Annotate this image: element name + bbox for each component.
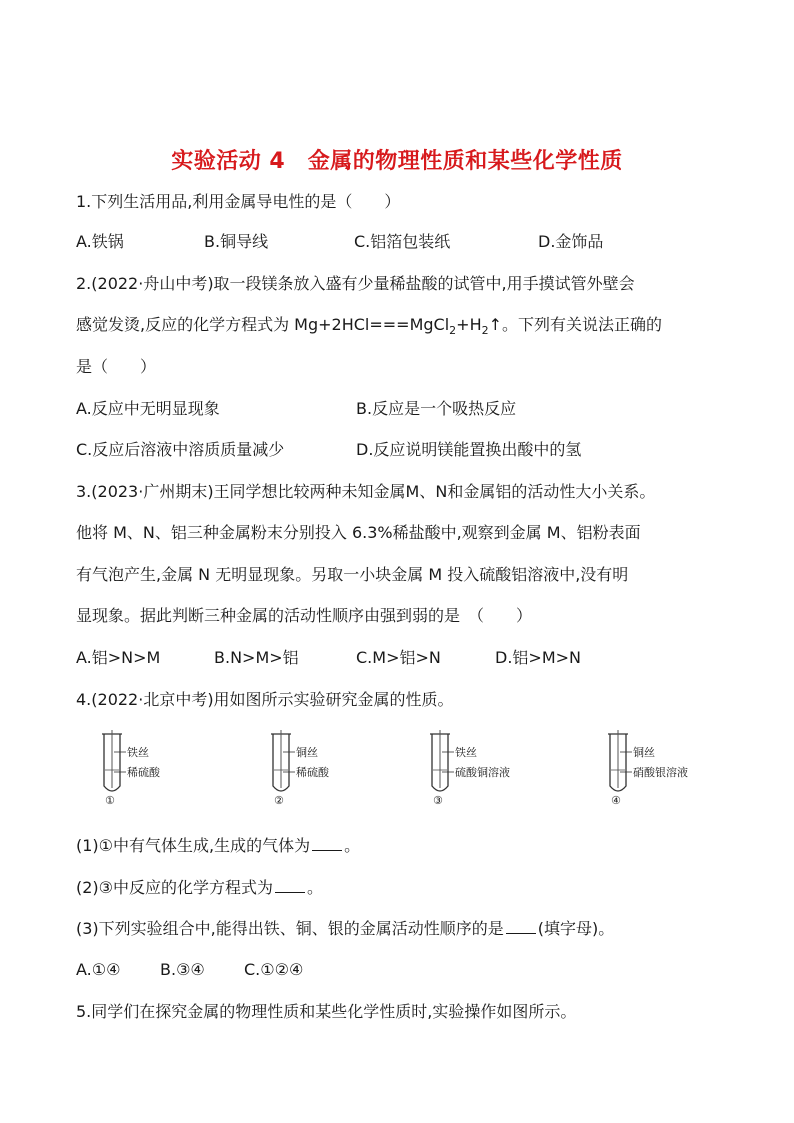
q1-option-c: C.铝箔包装纸 xyxy=(354,232,451,251)
q4-option-a: A.①④ xyxy=(76,960,121,979)
test-tube-1 xyxy=(102,730,161,807)
test-tube-figure xyxy=(90,728,730,808)
page-title: 实验活动 4 金属的物理性质和某些化学性质 xyxy=(171,149,623,174)
question-5-stem: 5.同学们在探究金属的物理性质和某些化学性质时,实验操作如图所示。 xyxy=(76,1002,577,1021)
test-tube-3 xyxy=(430,730,510,807)
question-2-line-2 xyxy=(76,313,662,343)
tube-4-liquid-label: 硝酸银溶液 xyxy=(633,766,688,779)
tube-2-number: ② xyxy=(274,794,284,807)
tube-3-metal-label: 铁丝 xyxy=(455,746,477,759)
q4-option-b: B.③④ xyxy=(160,960,205,979)
test-tube-2 xyxy=(271,730,330,807)
question-2-line-1: 2.(2022·舟山中考)取一段镁条放入盛有少量稀盐酸的试管中,用手摸试管外壁会 xyxy=(76,274,635,293)
question-3-line-4: 显现象。据此判断三种金属的活动性顺序由强到弱的是 （ ） xyxy=(76,606,533,625)
q4-part-2-text: (2)③中反应的化学方程式为 xyxy=(76,878,274,897)
q4-part-3-text: (3)下列实验组合中,能得出铁、铜、银的金属活动性顺序的是 xyxy=(76,919,504,938)
tube-1-number: ① xyxy=(105,794,115,807)
tube-3-liquid-label: 硫酸铜溶液 xyxy=(455,766,510,779)
q4-part-2-end: 。 xyxy=(307,878,324,897)
question-3-line-1: 3.(2023·广州期末)王同学想比较两种未知金属M、N和金属铝的活动性大小关系。 xyxy=(76,482,656,501)
answer-blank[interactable] xyxy=(312,836,342,851)
q2-option-c: C.反应后溶液中溶质质量减少 xyxy=(76,440,285,459)
q2-option-b: B.反应是一个吸热反应 xyxy=(356,399,517,418)
q2-subscript: 2 xyxy=(449,324,457,338)
q3-option-b: B.N>M>铝 xyxy=(214,648,299,667)
tube-3-number: ③ xyxy=(433,794,443,807)
question-3-line-3: 有气泡产生,金属 N 无明显现象。另取一小块金属 M 投入硫酸铝溶液中,没有明 xyxy=(76,565,629,584)
q2-equation-text: +H xyxy=(456,315,482,334)
q2-option-a: A.反应中无明显现象 xyxy=(76,399,220,418)
tube-1-metal-label: 铁丝 xyxy=(127,746,149,759)
answer-blank[interactable] xyxy=(275,878,305,893)
q2-equation-text: 感觉发烫,反应的化学方程式为 Mg+2HCl===MgCl xyxy=(76,315,450,334)
question-2-line-3: 是（ ） xyxy=(76,357,157,376)
question-3-line-2: 他将 M、N、铝三种金属粉末分别投入 6.3%稀盐酸中,观察到金属 M、铝粉表面 xyxy=(76,523,641,542)
tube-1-liquid-label: 稀硫酸 xyxy=(127,766,160,779)
tube-2-metal-label: 铜丝 xyxy=(296,746,318,759)
question-4-part-1 xyxy=(76,834,360,858)
tube-4-metal-label: 铜丝 xyxy=(633,746,655,759)
q3-option-c: C.M>铝>N xyxy=(356,648,441,667)
q4-option-c: C.①②④ xyxy=(244,960,304,979)
q4-part-1-end: 。 xyxy=(344,836,361,855)
q4-part-1-text: (1)①中有气体生成,生成的气体为 xyxy=(76,836,311,855)
q3-option-a: A.铝>N>M xyxy=(76,648,161,667)
q2-option-d: D.反应说明镁能置换出酸中的氢 xyxy=(356,440,582,459)
q4-part-3-end: (填字母)。 xyxy=(537,919,615,938)
tube-4-number: ④ xyxy=(611,794,621,807)
question-4-stem: 4.(2022·北京中考)用如图所示实验研究金属的性质。 xyxy=(76,690,454,709)
question-4-part-2 xyxy=(76,876,323,900)
q1-option-b: B.铜导线 xyxy=(204,232,269,251)
test-tube-4 xyxy=(608,730,688,807)
tube-2-liquid-label: 稀硫酸 xyxy=(296,766,329,779)
q2-subscript: 2 xyxy=(481,324,489,338)
question-1-stem: 1.下列生活用品,利用金属导电性的是（ ） xyxy=(76,192,401,211)
q1-option-a: A.铁锅 xyxy=(76,232,124,251)
q3-option-d: D.铝>M>N xyxy=(495,648,581,667)
q1-option-d: D.金饰品 xyxy=(538,232,604,251)
question-4-part-3 xyxy=(76,917,614,941)
q2-equation-text: ↑。下列有关说法正确的 xyxy=(488,315,663,334)
answer-blank[interactable] xyxy=(506,919,536,934)
